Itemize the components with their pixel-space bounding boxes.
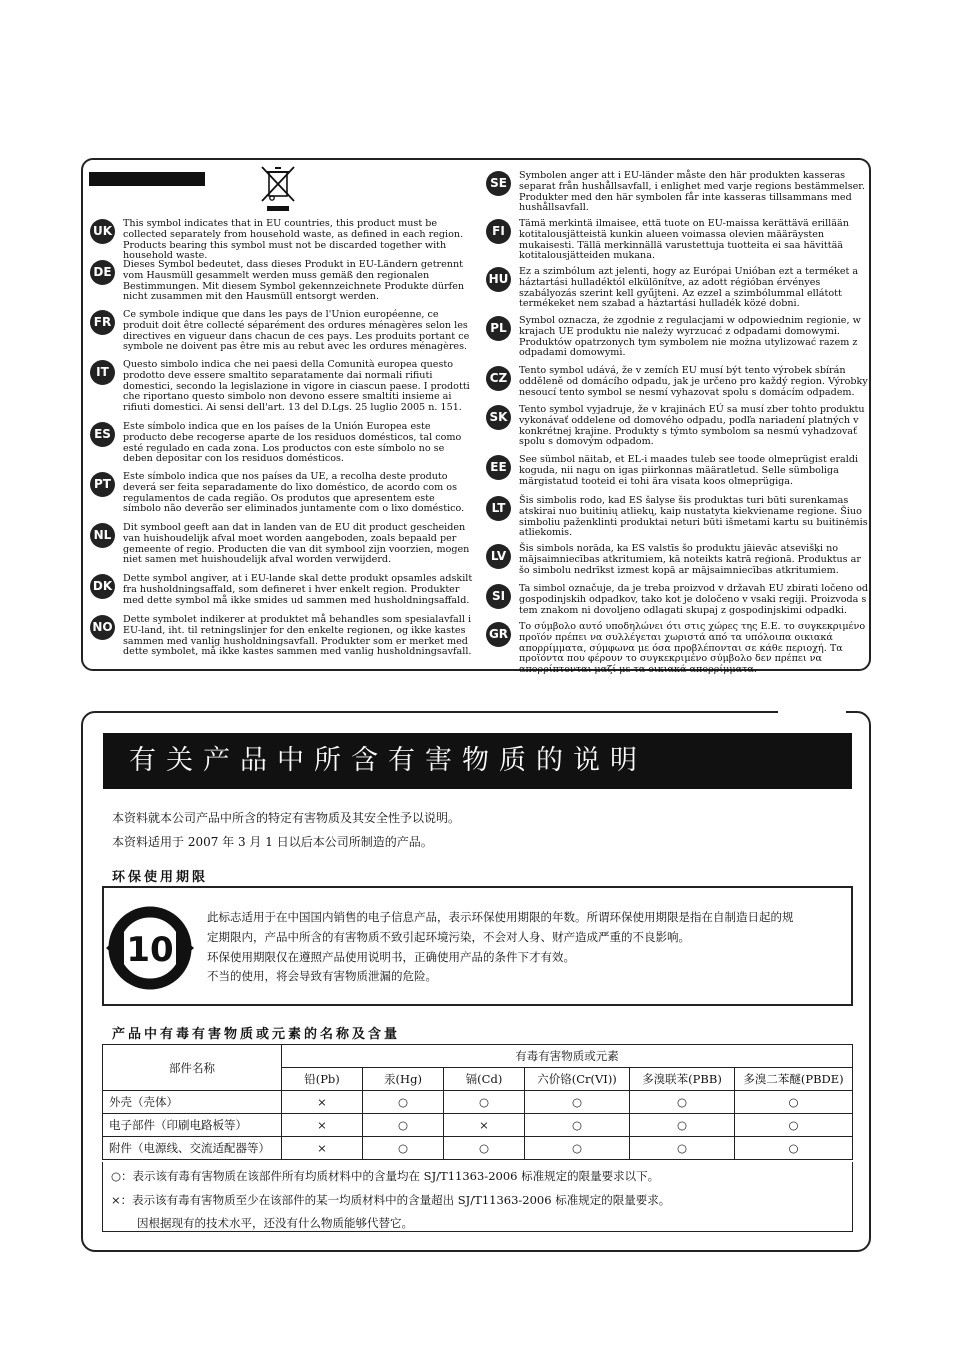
mark-cell: × bbox=[282, 1114, 363, 1137]
period-line-4: 不当的使用，将会导致有害物质泄漏的危险。 bbox=[207, 969, 437, 983]
country-code-badge: FI bbox=[486, 219, 511, 244]
disposal-notice-text: Symbol oznacza, że zgodnie z regulacjami w odpowiednim regionie, w krajach UE produktu nie należy wyrzucać z odpadami domowymi. Produktów opatrzonych tym symbolem nie można utylizować razem z odpadami domowymi. bbox=[519, 315, 861, 359]
language-entry bbox=[486, 622, 869, 676]
mark-cell: ○ bbox=[630, 1114, 735, 1137]
note-reason: 因根据现有的技术水平，还没有什么物质能够代替它。 bbox=[137, 1216, 413, 1230]
part-name: 外壳（壳体） bbox=[103, 1091, 282, 1114]
note-circle: ○：表示该有毒有害物质在该部件所有均质材料中的含量均在 SJ/T11363-2006 标准规定的限量要求以下。 bbox=[111, 1169, 660, 1183]
country-code-badge: HU bbox=[486, 267, 511, 292]
period-logo-number: 10 bbox=[126, 930, 174, 970]
disposal-notice-text: Tento symbol vyjadruje, že v krajinách EÚ sa musí zber tohto produktu vykonávať oddelene od domového odpadu, podľa nariadení platných v konkrétnej krajine. Produkty s týmto symbolom sa nesmú vyhadzovať spolu s domovým odpadom. bbox=[519, 404, 865, 448]
language-entry bbox=[90, 310, 473, 353]
disposal-notice-text: Šis simbolis rodo, kad ES šalyse šis produktas turi būti surenkamas atskirai nuo buitinių atliekų, kaip nustatyta kiekviename regione. Šiuo simboliu paženklinti produktai neturi būti išmetami kartu su buitinėmis atliekomis. bbox=[519, 495, 868, 539]
language-entry bbox=[486, 267, 869, 310]
language-entry bbox=[486, 584, 869, 616]
disposal-notice-text: Ta simbol označuje, da je treba proizvod v državah EU zbirati ločeno od gospodinjskih odpadkov, tako kot je določeno v vsaki regiji. Proizvoda s tem znakom ni dovoljeno odlagati skupaj z gospodinjskimi odpadki. bbox=[519, 583, 869, 616]
substance-header: 铅(Pb) bbox=[282, 1068, 363, 1091]
country-code-badge: FR bbox=[90, 310, 115, 335]
part-name: 附件（电源线、交流适配器等） bbox=[103, 1137, 282, 1160]
disposal-notice-text: Ez a szimbólum azt jelenti, hogy az Európai Unióban ezt a terméket a háztartási hulladéktól elkülönítve, az adott régióban érvényes szabályozás szerint kell gyűjteni. Az ezzel a szimbólummal ellátott termékeket nem szabad a háztartási hulladék közé dobni. bbox=[519, 266, 859, 310]
country-code-badge: PL bbox=[486, 316, 511, 341]
mark-cell: ○ bbox=[630, 1137, 735, 1160]
mark-cell: ○ bbox=[735, 1091, 853, 1114]
substance-header: 汞(Hg) bbox=[363, 1068, 444, 1091]
country-code-badge: PT bbox=[90, 472, 115, 497]
language-entry bbox=[90, 422, 473, 465]
disposal-notice-text: Dette symbol angiver, at i EU-lande skal dette produkt opsamles adskilt fra husholdningsaffald, som defineret i hver enkelt region. Produkter med dette symbol må ikke smides ud sammen med husholdningsaffald. bbox=[123, 573, 473, 606]
disposal-notice-text: This symbol indicates that in EU countries, this product must be collected separately from household waste, as defined in each region. Products bearing this symbol must not be discarded together with household waste. bbox=[123, 218, 464, 262]
mark-cell: × bbox=[282, 1091, 363, 1114]
crossed-out-wheeled-bin-icon bbox=[258, 163, 298, 213]
country-code-badge: GR bbox=[486, 622, 511, 647]
disposal-notice-text: Dieses Symbol bedeutet, dass dieses Produkt in EU-Ländern getrennt vom Hausmüll gesammelt werden muss gemäß den regionalen Bestimmungen. Mit diesem Symbol gekennzeichnete Produkte dürfen nicht zusammen mit den Hausmüll entsorgt werden. bbox=[123, 259, 465, 303]
language-entry bbox=[90, 574, 473, 606]
table-heading: 产品中有毒有害物质或元素的名称及含量 bbox=[112, 1027, 401, 1042]
country-code-badge: DE bbox=[90, 260, 115, 285]
mark-cell: ○ bbox=[444, 1137, 525, 1160]
language-entry bbox=[486, 544, 869, 576]
language-entry bbox=[90, 615, 473, 658]
page-title: 有关产品中所含有害物质的说明 bbox=[103, 733, 852, 789]
environmental-protection-period-logo bbox=[104, 902, 196, 994]
country-code-badge: SI bbox=[486, 584, 511, 609]
table-row bbox=[103, 1091, 853, 1114]
mark-cell: ○ bbox=[363, 1114, 444, 1137]
disposal-notice-text: Tento symbol udává, že v zemích EU musí být tento výrobek sbírán odděleně od domácího odpadu, jak je určeno pro každý region. Výrobky nesoucí tento symbol se nesmí vyhazovat spolu s domácím odpadem. bbox=[519, 365, 868, 398]
note-cross: ×：表示该有毒有害物质至少在该部件的某一均质材料中的含量超出 SJ/T11363-2006 标准规定的限量要求。 bbox=[111, 1193, 671, 1207]
disposal-notice-text: Ce symbole indique que dans les pays de l'Union européenne, ce produit doit être collecté séparément des ordures ménagères selon les directives en vigueur dans chacun de ces pays. Les produits portant ce symbole ne doivent pas être mis au rebut avec les ordures ménagères. bbox=[123, 309, 470, 353]
substance-header: 多溴联苯(PBB) bbox=[630, 1068, 735, 1091]
intro-line-1: 本资料就本公司产品中所含的特定有害物质及其安全性予以说明。 bbox=[112, 811, 461, 825]
period-box bbox=[102, 886, 853, 1006]
language-entry bbox=[486, 219, 869, 262]
country-code-badge: LV bbox=[486, 544, 511, 569]
country-code-badge: NL bbox=[90, 523, 115, 548]
mark-cell: ○ bbox=[363, 1137, 444, 1160]
intro-line-2: 本资料适用于 2007 年 3 月 1 日以后本公司所制造的产品。 bbox=[112, 835, 433, 849]
language-entry bbox=[486, 366, 869, 398]
period-line-1: 此标志适用于在中国国内销售的电子信息产品，表示环保使用期限的年数。所谓环保使用期限是指在自制造日起的规 bbox=[207, 910, 794, 924]
country-code-badge: NO bbox=[90, 615, 115, 640]
mark-cell: ○ bbox=[363, 1091, 444, 1114]
language-entry bbox=[486, 316, 869, 359]
mark-cell: ○ bbox=[525, 1114, 630, 1137]
language-entry bbox=[90, 472, 473, 515]
mark-cell: ○ bbox=[525, 1137, 630, 1160]
mark-cell: ○ bbox=[444, 1091, 525, 1114]
black-label-bar bbox=[89, 172, 205, 186]
group-header: 有毒有害物质或元素 bbox=[282, 1045, 853, 1068]
country-code-badge: LT bbox=[486, 496, 511, 521]
table-row bbox=[103, 1114, 853, 1137]
table-row bbox=[103, 1137, 853, 1160]
language-entry bbox=[486, 496, 869, 539]
substance-header: 多溴二苯醚(PBDE) bbox=[735, 1068, 853, 1091]
language-entry bbox=[486, 171, 869, 214]
country-code-badge: UK bbox=[90, 219, 115, 244]
table-notes bbox=[102, 1162, 853, 1232]
language-entry bbox=[486, 455, 869, 487]
disposal-notice-text: Το σύμβολο αυτό υποδηλώνει ότι στις χώρες της Ε.Ε. το συγκεκριμένο προϊόν πρέπει να συλλέγεται χωριστά από τα υπόλοιπα οικιακά απορρίμματα, σύμφωνα με όσα προβλέπονται σε κάθε περιοχή. Τα προϊόντα που φέρουν το συγκεκριμένο σύμβολο δεν πρέπει να απορρίπτονται μαζί με τα οικιακά απορρίμματα. bbox=[519, 621, 866, 676]
disposal-notice-text: Symbolen anger att i EU-länder måste den här produkten kasseras separat från hushållsavfall, i enlighet med varje regions bestämmelser. Produkter med den här symbolen får inte kasseras tillsammans med hushållsavfall. bbox=[519, 170, 865, 214]
country-code-badge: ES bbox=[90, 422, 115, 447]
mark-cell: ○ bbox=[525, 1091, 630, 1114]
disposal-notice-text: Este símbolo indica que nos países da UE, a recolha deste produto deverá ser feita separadamente do lixo doméstico, de acordo com os regulamentos de cada região. Os produtos que apresentem este símbolo não deverão ser eliminados juntamente com o lixo doméstico. bbox=[123, 471, 465, 515]
disposal-notice-text: See sümbol näitab, et EL-i maades tuleb see toode olmeprügist eraldi koguda, nii nagu on igas piirkonnas määratletud. Selle sümboliga märgistatud tooteid ei tohi ära visata koos olmeprügiga. bbox=[519, 454, 859, 487]
period-line-3: 环保使用期限仅在遵照产品使用说明书，正确使用产品的条件下才有效。 bbox=[207, 950, 575, 964]
mark-cell: ○ bbox=[735, 1137, 853, 1160]
part-header: 部件名称 bbox=[103, 1045, 282, 1091]
substance-table bbox=[102, 1044, 853, 1160]
country-code-badge: SE bbox=[486, 171, 511, 196]
disposal-notice-text: Dette symbolet indikerer at produktet må behandles som spesialavfall i EU-land, iht. til retningslinjer for den enkelte regionen, og ikke kastes sammen med vanlig husholdningsavfall. Produkter som er merket med dette symbolet, må ikke kastes sammen med vanlig husholdningsavfall. bbox=[123, 614, 472, 658]
country-code-badge: SK bbox=[486, 405, 511, 430]
substance-header: 六价铬(Cr(VI)) bbox=[525, 1068, 630, 1091]
substance-header: 镉(Cd) bbox=[444, 1068, 525, 1091]
disposal-notice-text: Tämä merkintä ilmaisee, että tuote on EU-maissa kerättävä erillään kotitalousjätteistä kunkin alueen voimassa olevien määräysten mukaisesti. Tällä merkinnällä varustettuja tuotteita ei saa hävittää kotitalousjätteiden mukana. bbox=[519, 218, 849, 262]
border-gap bbox=[778, 706, 846, 716]
country-code-badge: DK bbox=[90, 574, 115, 599]
language-entry bbox=[486, 405, 869, 448]
disposal-notice-text: Šis simbols norāda, ka ES valstīs šo produktu jāievāc atsevišķi no mājsaimniecības atkritumiem, kā noteikts katrā reģionā. Produktus ar šo simbolu nedrīkst izmest kopā ar mājsaimniecības atkritumiem. bbox=[519, 543, 861, 576]
language-entry bbox=[90, 360, 473, 414]
mark-cell: × bbox=[282, 1137, 363, 1160]
country-code-badge: CZ bbox=[486, 366, 511, 391]
disposal-notice-text: Este símbolo indica que en los países de la Unión Europea este producto debe recogerse aparte de los residuos domésticos, tal como esté regulado en cada zona. Los productos con este símbolo no se deben depositar con los residuos domésticos. bbox=[123, 421, 462, 465]
country-code-badge: IT bbox=[90, 360, 115, 385]
disposal-notice-text: Dit symbool geeft aan dat in landen van de EU dit product gescheiden van huishoudelijk afval moet worden aangeboden, zoals bepaald per gemeente of regio. Producten die van dit symbool zijn voorzien, mogen niet samen met huishoudelijk afval worden verwijderd. bbox=[123, 522, 470, 566]
mark-cell: ○ bbox=[735, 1114, 853, 1137]
disposal-notice-text: Questo simbolo indica che nei paesi della Comunità europea questo prodotto deve essere smaltito separatamente dai normali rifiuti domestici, secondo la legislazione in vigore in ciascun paese. I prodotti che riportano questo simbolo non devono essere smaltiti insieme ai rifiuti domestici. Ai sensi dell'art. 13 del D.Lgs. 25 luglio 2005 n. 151. bbox=[123, 359, 470, 414]
period-heading: 环保使用期限 bbox=[112, 870, 209, 885]
language-entry bbox=[90, 219, 473, 262]
country-code-badge: EE bbox=[486, 455, 511, 480]
mark-cell: × bbox=[444, 1114, 525, 1137]
language-entry bbox=[90, 523, 473, 566]
language-entry bbox=[90, 260, 473, 303]
part-name: 电子部件（印刷电路板等） bbox=[103, 1114, 282, 1137]
mark-cell: ○ bbox=[630, 1091, 735, 1114]
period-line-2: 定期限内，产品中所含的有害物质不致引起环境污染，不会对人身、财产造成严重的不良影响。 bbox=[207, 930, 690, 944]
